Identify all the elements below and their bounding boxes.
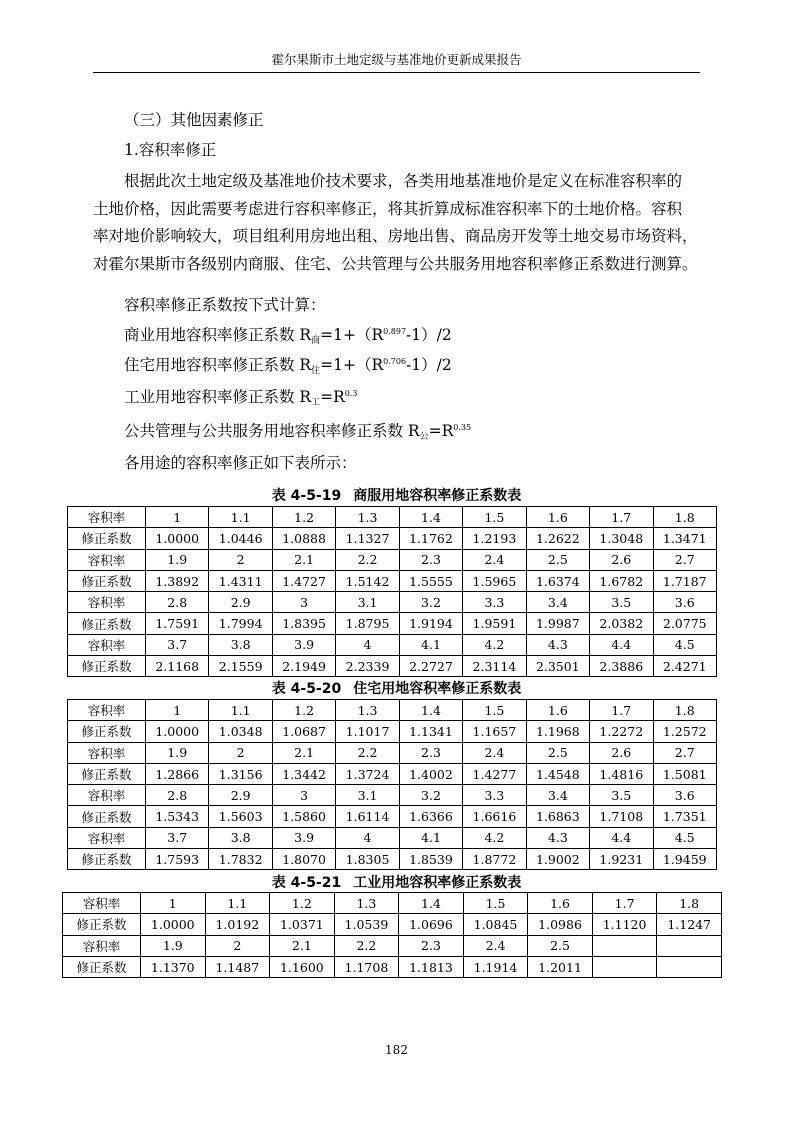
table-cell: 1.5603 (209, 806, 272, 827)
row-header-cell: 容积率 (68, 700, 146, 721)
formula-public: 公共管理与公共服务用地容积率修正系数 $R_公=R^{0.35}$ (124, 422, 472, 442)
table-cell: 2.7 (653, 549, 717, 570)
table-cell: 1.5 (463, 893, 528, 914)
table-cell: 4.2 (463, 634, 526, 655)
table-cell: 1.9 (141, 935, 206, 956)
table-cell: 1.9231 (590, 849, 653, 870)
row-header-cell: 修正系数 (68, 849, 146, 870)
table-cell: 2.8 (146, 592, 209, 613)
table-cell: 1.5860 (272, 806, 335, 827)
row-header-cell: 修正系数 (68, 613, 146, 634)
table-cell: 1.5555 (399, 570, 462, 591)
table-cell: 1.8 (653, 700, 717, 721)
table-cell: 1.7593 (146, 849, 209, 870)
subsection-title: 1.容积率修正 (124, 141, 217, 159)
table-cell: 1.9002 (526, 849, 589, 870)
table-cell: 1.0000 (141, 914, 206, 935)
table-intro: 各用途的容积率修正如下表所示： (124, 454, 357, 472)
table-cell: 1.1708 (334, 956, 399, 977)
table-cell: 1.2 (272, 700, 335, 721)
table-cell: 1.1247 (657, 914, 722, 935)
row-header-cell: 修正系数 (68, 721, 146, 742)
table-cell: 1.3156 (209, 763, 272, 784)
table-cell: 1.5965 (463, 570, 526, 591)
page-number: 182 (385, 1043, 408, 1057)
table-cell: 3.4 (526, 785, 589, 806)
table-caption: 表 4-5-19 商服用地容积率修正系数表 (271, 488, 522, 504)
table-cell: 2.0382 (590, 613, 653, 634)
table-cell: 2.1 (272, 549, 335, 570)
table-cell: 1.3892 (146, 570, 209, 591)
table-cell: 1.3 (336, 507, 399, 528)
table-cell: 1.8772 (463, 849, 526, 870)
table-cell: 1.2011 (528, 956, 593, 977)
table-cell: 1.8539 (399, 849, 462, 870)
table-cell: 1.4002 (399, 763, 462, 784)
table-cell: 2.8 (146, 785, 209, 806)
table-cell: 3.8 (209, 634, 272, 655)
table-cell: 3.5 (590, 785, 653, 806)
table-cell: 2.4 (463, 549, 526, 570)
table-cell: 1.4 (399, 700, 462, 721)
table-cell: 4.3 (526, 827, 589, 848)
table-cell: 4.5 (653, 634, 717, 655)
commercial-coefficient-table (67, 506, 717, 677)
table-cell: 1.1968 (526, 721, 589, 742)
table-row (68, 613, 717, 634)
row-header-cell: 修正系数 (63, 956, 141, 977)
table-cell: 3.3 (463, 785, 526, 806)
table-cell: 1 (146, 700, 209, 721)
row-header-cell: 修正系数 (68, 570, 146, 591)
table-row (68, 700, 717, 721)
table-cell: 1.0687 (272, 721, 335, 742)
table-cell: 1.4 (399, 893, 464, 914)
table-cell: 4.5 (653, 827, 717, 848)
table-cell: 1.4311 (209, 570, 272, 591)
table-cell: 1.1657 (463, 721, 526, 742)
table-cell: 2.2727 (399, 656, 462, 677)
table-cell: 1.7351 (653, 806, 717, 827)
table-cell: 1.5343 (146, 806, 209, 827)
table-cell (592, 956, 657, 977)
table-cell: 2.1 (272, 742, 335, 763)
table-cell: 1.5 (463, 700, 526, 721)
table-cell: 1 (141, 893, 206, 914)
table-row (68, 634, 717, 655)
row-header-cell: 容积率 (68, 507, 146, 528)
table-cell: 1.3 (334, 893, 399, 914)
table-cell: 1.6782 (590, 570, 653, 591)
table-cell: 1.1762 (399, 528, 462, 549)
table-cell: 2.6 (590, 742, 653, 763)
section-title: （三）其他因素修正 (124, 111, 264, 129)
table-cell: 3 (272, 785, 335, 806)
paragraph-line: 根据此次土地定级及基准地价技术要求，各类用地基准地价是定义在标准容积率的 (124, 172, 683, 190)
table-cell: 3.1 (336, 785, 399, 806)
table-cell: 1.9 (146, 742, 209, 763)
table-row (68, 507, 717, 528)
table-cell: 1.0539 (334, 914, 399, 935)
table-cell: 3.2 (399, 592, 462, 613)
table-cell: 4.3 (526, 634, 589, 655)
table-cell: 1.7187 (653, 570, 717, 591)
table-row (68, 849, 717, 870)
paragraph-line: 土地价格，因此需要考虑进行容积率修正，将其折算成标准容积率下的土地价格。容积 (93, 199, 683, 218)
row-header-cell: 修正系数 (63, 914, 141, 935)
table-cell: 3.9 (272, 634, 335, 655)
table-cell: 2.4 (463, 935, 528, 956)
table-cell: 1.2272 (590, 721, 653, 742)
table-cell: 2.2 (336, 742, 399, 763)
table-cell: 4.1 (399, 634, 462, 655)
table-cell: 4.1 (399, 827, 462, 848)
row-header-cell: 容积率 (68, 785, 146, 806)
table-cell: 1.2 (272, 507, 335, 528)
table-cell: 2.1949 (272, 656, 335, 677)
table-cell: 1.1487 (205, 956, 270, 977)
row-header-cell: 容积率 (68, 592, 146, 613)
table-cell: 1.9459 (653, 849, 717, 870)
table-cell: 1.6 (526, 507, 589, 528)
table-row (68, 785, 717, 806)
formula-industrial: 工业用地容积率修正系数 $R_工=R^{0.3}$ (124, 388, 358, 408)
table-cell: 2.1559 (209, 656, 272, 677)
page-header: 霍尔果斯市土地定级与基准地价更新成果报告 (271, 52, 522, 67)
table-cell: 3.4 (526, 592, 589, 613)
table-cell: 2.9 (209, 785, 272, 806)
table-cell: 1.8 (653, 507, 717, 528)
table-cell: 1.4816 (590, 763, 653, 784)
table-cell: 1.0888 (272, 528, 335, 549)
table-cell: 1.3724 (336, 763, 399, 784)
table-cell: 1.4548 (526, 763, 589, 784)
table-cell: 2.5 (528, 935, 593, 956)
table-cell: 1.2193 (463, 528, 526, 549)
table-cell: 1.4727 (272, 570, 335, 591)
table-cell: 1.2622 (526, 528, 589, 549)
table-cell: 1.6 (526, 700, 589, 721)
table-cell: 2.4271 (653, 656, 717, 677)
table-cell: 1.0348 (209, 721, 272, 742)
table-cell (657, 935, 722, 956)
table-cell: 1.2572 (653, 721, 717, 742)
table-cell: 1.1 (209, 507, 272, 528)
table-cell: 2.0775 (653, 613, 717, 634)
table-cell: 1.7 (590, 507, 653, 528)
table-cell: 2.7 (653, 742, 717, 763)
row-header-cell: 修正系数 (68, 763, 146, 784)
formula-intro: 容积率修正系数按下式计算： (124, 296, 326, 314)
table-caption: 表 4-5-20 住宅用地容积率修正系数表 (271, 681, 522, 697)
table-cell: 1.5142 (336, 570, 399, 591)
table-cell: 1.3442 (272, 763, 335, 784)
table-cell: 2.5 (526, 742, 589, 763)
table-cell: 1.7 (590, 700, 653, 721)
table-cell: 1.2866 (146, 763, 209, 784)
table-cell: 2 (209, 742, 272, 763)
table-cell: 1.0000 (146, 721, 209, 742)
table-cell: 1.7108 (590, 806, 653, 827)
table-row (68, 592, 717, 613)
table-cell: 3.1 (336, 592, 399, 613)
table-cell: 1.1914 (463, 956, 528, 977)
table-row (68, 656, 717, 677)
table-row (68, 827, 717, 848)
table-cell: 4.4 (590, 634, 653, 655)
table-cell: 3.6 (653, 592, 717, 613)
row-header-cell: 容积率 (68, 742, 146, 763)
table-cell: 2 (205, 935, 270, 956)
table-row (68, 763, 717, 784)
paragraph-line: 对霍尔果斯市各级别内商服、住宅、公共管理与公共服务用地容积率修正系数进行测算。 (93, 254, 698, 273)
table-cell: 2.3501 (526, 656, 589, 677)
table-cell: 3.5 (590, 592, 653, 613)
table-row (68, 742, 717, 763)
formula-residential: 住宅用地容积率修正系数 $R_住=1+(R^{0.706}-1)/2$ (124, 356, 452, 376)
table-cell: 2.1 (270, 935, 335, 956)
paragraph-line: 率对地价影响较大，项目组利用房地出租、房地出售、商品房开发等土地交易市场资料， (93, 227, 698, 245)
table-cell (592, 935, 657, 956)
row-header-cell: 容积率 (68, 549, 146, 570)
table-cell: 1.6863 (526, 806, 589, 827)
table-cell: 1.0371 (270, 914, 335, 935)
table-cell: 1.0845 (463, 914, 528, 935)
table-cell: 1.1600 (270, 956, 335, 977)
row-header-cell: 容积率 (68, 827, 146, 848)
table-cell: 1.1341 (399, 721, 462, 742)
row-header-cell: 容积率 (63, 893, 141, 914)
table-cell: 3.7 (146, 634, 209, 655)
table-cell: 1.3048 (590, 528, 653, 549)
industrial-coefficient-table (62, 892, 722, 978)
table-cell: 4.4 (590, 827, 653, 848)
table-cell: 3.8 (209, 827, 272, 848)
row-header-cell: 容积率 (63, 935, 141, 956)
table-cell: 3.3 (463, 592, 526, 613)
table-cell: 2.3 (399, 935, 464, 956)
table-cell: 3.2 (399, 785, 462, 806)
body-paragraph (93, 168, 705, 278)
table-cell: 1.7591 (146, 613, 209, 634)
table-cell: 2.3 (399, 549, 462, 570)
table-cell: 1.2 (270, 893, 335, 914)
table-cell: 1.0192 (205, 914, 270, 935)
table-row (63, 956, 722, 977)
table-cell: 1.5 (463, 507, 526, 528)
table-row (68, 721, 717, 742)
table-cell: 1.8070 (272, 849, 335, 870)
table-row (63, 935, 722, 956)
table-cell: 1.9 (146, 549, 209, 570)
table-cell: 1.9987 (526, 613, 589, 634)
table-cell: 1.1017 (336, 721, 399, 742)
table-cell: 2.5 (526, 549, 589, 570)
table-row (63, 893, 722, 914)
table-cell: 2.1168 (146, 656, 209, 677)
table-cell: 1.1 (205, 893, 270, 914)
table-cell: 1.9194 (399, 613, 462, 634)
table-cell: 2.2 (334, 935, 399, 956)
table-row (68, 570, 717, 591)
table-cell: 1.1370 (141, 956, 206, 977)
table-cell: 1.6374 (526, 570, 589, 591)
table-cell: 1.8305 (336, 849, 399, 870)
table-cell: 3.6 (653, 785, 717, 806)
table-cell: 2.4 (463, 742, 526, 763)
table-cell: 1.5081 (653, 763, 717, 784)
formula-commercial: 商业用地容积率修正系数 $R_商=1+(R^{0.897}-1)/2$ (124, 326, 452, 346)
table-cell: 2.6 (590, 549, 653, 570)
table-cell: 1.4 (399, 507, 462, 528)
row-header-cell: 修正系数 (68, 656, 146, 677)
table-cell: 1.7 (592, 893, 657, 914)
table-cell: 1.6114 (336, 806, 399, 827)
table-cell: 4.2 (463, 827, 526, 848)
table-cell (657, 956, 722, 977)
table-cell: 3.9 (272, 827, 335, 848)
row-header-cell: 容积率 (68, 634, 146, 655)
table-cell: 1.3 (336, 700, 399, 721)
table-caption: 表 4-5-21 工业用地容积率修正系数表 (271, 875, 522, 891)
table-row (68, 528, 717, 549)
table-cell: 2.2339 (336, 656, 399, 677)
table-cell: 1.8 (657, 893, 722, 914)
table-cell: 1.1 (209, 700, 272, 721)
table-cell: 1.0696 (399, 914, 464, 935)
table-cell: 2 (209, 549, 272, 570)
table-cell: 1.7832 (209, 849, 272, 870)
table-cell: 1.4277 (463, 763, 526, 784)
table-cell: 2.9 (209, 592, 272, 613)
table-cell: 3.7 (146, 827, 209, 848)
table-cell: 1.6 (528, 893, 593, 914)
table-cell: 1.3471 (653, 528, 717, 549)
table-row (68, 806, 717, 827)
row-header-cell: 修正系数 (68, 806, 146, 827)
table-cell: 2.3 (399, 742, 462, 763)
table-cell: 1.0986 (528, 914, 593, 935)
header-rule (93, 72, 700, 73)
table-cell: 4 (336, 827, 399, 848)
table-cell: 2.3114 (463, 656, 526, 677)
table-cell: 1.8395 (272, 613, 335, 634)
table-cell: 3 (272, 592, 335, 613)
table-cell: 1.7994 (209, 613, 272, 634)
table-cell: 1.1120 (592, 914, 657, 935)
row-header-cell: 修正系数 (68, 528, 146, 549)
residential-coefficient-table (67, 699, 717, 870)
table-cell: 1.9591 (463, 613, 526, 634)
table-cell: 2.3886 (590, 656, 653, 677)
table-cell: 4 (336, 634, 399, 655)
table-cell: 1 (146, 507, 209, 528)
table-cell: 1.0446 (209, 528, 272, 549)
table-cell: 1.1327 (336, 528, 399, 549)
table-cell: 1.8795 (336, 613, 399, 634)
table-cell: 1.1813 (399, 956, 464, 977)
table-cell: 1.0000 (146, 528, 209, 549)
table-row (68, 549, 717, 570)
table-cell: 2.2 (336, 549, 399, 570)
table-row (63, 914, 722, 935)
table-cell: 1.6616 (463, 806, 526, 827)
table-cell: 1.6366 (399, 806, 462, 827)
